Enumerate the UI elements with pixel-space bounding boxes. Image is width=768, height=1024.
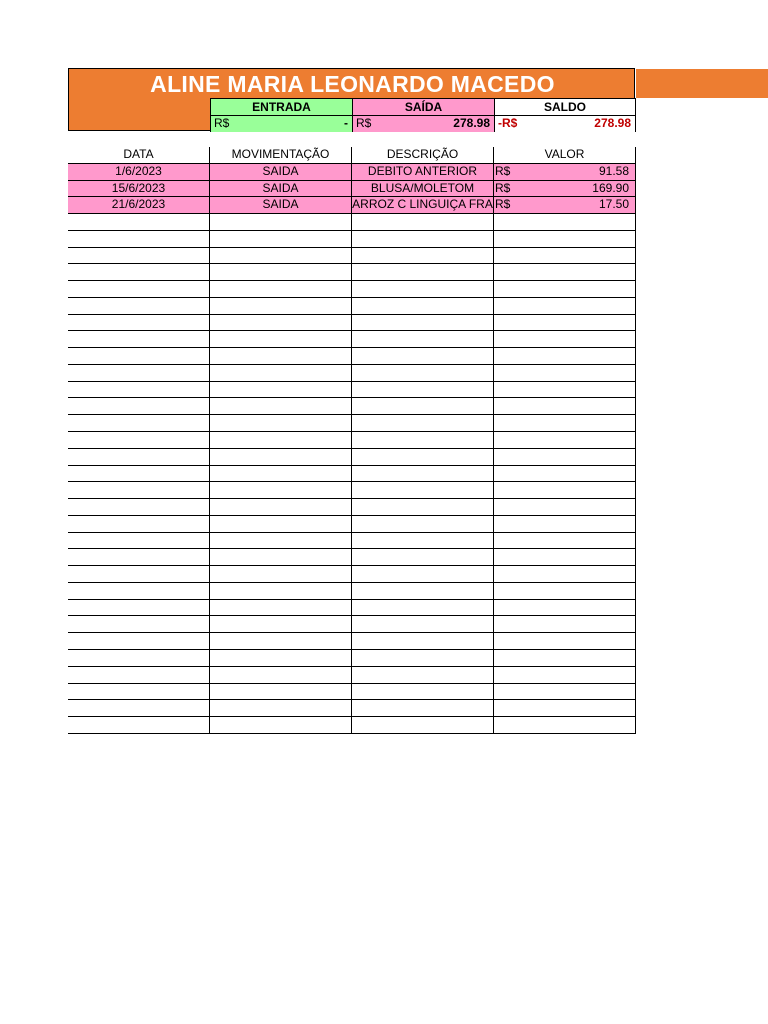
empty-cell[interactable] [210, 684, 352, 700]
empty-cell[interactable] [68, 600, 210, 616]
movimentacao-cell[interactable]: SAIDA [210, 181, 352, 197]
entrada-total-cell[interactable] [210, 115, 353, 132]
empty-cell[interactable] [210, 449, 352, 465]
valor-cell[interactable] [494, 164, 636, 180]
empty-cell[interactable] [210, 281, 352, 297]
empty-table-row [68, 684, 636, 701]
empty-cell[interactable] [494, 248, 636, 264]
empty-cell[interactable] [68, 214, 210, 230]
empty-table-row [68, 398, 636, 415]
valor-amount: 169.90 [592, 180, 629, 195]
empty-cell[interactable] [210, 415, 352, 431]
empty-cell[interactable] [210, 214, 352, 230]
empty-cell[interactable] [352, 432, 494, 448]
saldo-header[interactable]: SALDO [494, 98, 636, 115]
empty-table-row [68, 667, 636, 684]
empty-cell[interactable] [68, 348, 210, 364]
empty-cell[interactable] [352, 331, 494, 347]
empty-cell[interactable] [68, 449, 210, 465]
empty-cell[interactable] [352, 650, 494, 666]
empty-cell[interactable] [210, 231, 352, 247]
empty-table-row [68, 231, 636, 248]
saida-total-value: 278.98 [453, 116, 490, 130]
empty-table-row [68, 331, 636, 348]
empty-cell[interactable] [210, 315, 352, 331]
empty-cell[interactable] [352, 566, 494, 582]
empty-table-row [68, 482, 636, 499]
empty-cell[interactable] [68, 315, 210, 331]
ledger-table [68, 147, 636, 734]
empty-table-row [68, 499, 636, 516]
empty-cell[interactable] [68, 264, 210, 280]
empty-cell[interactable] [210, 600, 352, 616]
empty-cell[interactable] [494, 365, 636, 381]
empty-cell[interactable] [494, 717, 636, 733]
data-cell[interactable]: 15/6/2023 [68, 181, 210, 197]
empty-cell[interactable] [68, 331, 210, 347]
empty-cell[interactable] [494, 214, 636, 230]
empty-cell[interactable] [210, 264, 352, 280]
empty-cell[interactable] [494, 583, 636, 599]
empty-cell[interactable] [68, 365, 210, 381]
empty-cell[interactable] [494, 231, 636, 247]
empty-cell[interactable] [210, 700, 352, 716]
empty-cell[interactable] [352, 398, 494, 414]
empty-cell[interactable] [210, 667, 352, 683]
empty-cell[interactable] [68, 499, 210, 515]
empty-cell[interactable] [352, 449, 494, 465]
summary-block [68, 68, 635, 131]
empty-cell[interactable] [494, 650, 636, 666]
empty-cell[interactable] [494, 700, 636, 716]
empty-cell[interactable] [210, 616, 352, 632]
empty-cell[interactable] [68, 248, 210, 264]
descricao-cell[interactable]: BLUSA/MOLETOM [352, 181, 494, 197]
empty-cell[interactable] [68, 298, 210, 314]
table-row [68, 164, 636, 181]
header-valor[interactable]: VALOR [494, 147, 636, 163]
data-cell[interactable]: 21/6/2023 [68, 197, 210, 213]
empty-cell[interactable] [494, 382, 636, 398]
empty-cell[interactable] [210, 650, 352, 666]
descricao-cell[interactable]: DEBITO ANTERIOR [352, 164, 494, 180]
entrada-header[interactable]: ENTRADA [210, 98, 353, 115]
ledger-header-row [68, 147, 636, 164]
empty-cell[interactable] [352, 533, 494, 549]
saldo-total-value: 278.98 [594, 116, 631, 130]
empty-cell[interactable] [352, 248, 494, 264]
empty-cell[interactable] [494, 633, 636, 649]
empty-cell[interactable] [494, 264, 636, 280]
empty-cell[interactable] [68, 616, 210, 632]
empty-cell[interactable] [494, 466, 636, 482]
empty-cell[interactable] [68, 398, 210, 414]
empty-cell[interactable] [210, 482, 352, 498]
empty-cell[interactable] [352, 700, 494, 716]
empty-cell[interactable] [210, 549, 352, 565]
empty-cell[interactable] [68, 516, 210, 532]
empty-cell[interactable] [68, 432, 210, 448]
empty-cell[interactable] [494, 415, 636, 431]
sheet-title[interactable]: ALINE MARIA LEONARDO MACEDO [150, 71, 555, 97]
empty-cell[interactable] [210, 248, 352, 264]
empty-cell[interactable] [352, 382, 494, 398]
empty-table-row [68, 214, 636, 231]
empty-table-row [68, 298, 636, 315]
empty-cell[interactable] [352, 583, 494, 599]
empty-cell[interactable] [352, 616, 494, 632]
empty-cell[interactable] [210, 331, 352, 347]
empty-cell[interactable] [210, 298, 352, 314]
empty-cell[interactable] [210, 382, 352, 398]
empty-cell[interactable] [68, 415, 210, 431]
empty-cell[interactable] [68, 281, 210, 297]
empty-table-row [68, 533, 636, 550]
empty-cell[interactable] [352, 298, 494, 314]
empty-cell[interactable] [68, 684, 210, 700]
empty-cell[interactable] [494, 667, 636, 683]
empty-cell[interactable] [68, 566, 210, 582]
empty-cell[interactable] [210, 633, 352, 649]
descricao-cell[interactable]: ARROZ C LINGUIÇA FRA [352, 197, 493, 212]
empty-cell[interactable] [210, 533, 352, 549]
empty-cell[interactable] [494, 616, 636, 632]
movimentacao-cell[interactable]: SAIDA [210, 197, 352, 213]
empty-cell[interactable] [210, 516, 352, 532]
empty-table-row [68, 382, 636, 399]
empty-cell[interactable] [494, 348, 636, 364]
data-cell[interactable]: 1/6/2023 [68, 164, 210, 180]
empty-cell[interactable] [494, 449, 636, 465]
empty-cell[interactable] [210, 566, 352, 582]
empty-table-row [68, 315, 636, 332]
empty-table-row [68, 616, 636, 633]
empty-table-row [68, 700, 636, 717]
header-movimentacao[interactable]: MOVIMENTAÇÃO [210, 147, 352, 163]
empty-table-row [68, 549, 636, 566]
empty-cell[interactable] [494, 281, 636, 297]
empty-table-row [68, 516, 636, 533]
empty-cell[interactable] [494, 516, 636, 532]
empty-cell[interactable] [210, 432, 352, 448]
title-banner-extension [636, 69, 768, 98]
empty-cell[interactable] [352, 633, 494, 649]
saldo-currency: -R$ [498, 116, 518, 130]
table-row [68, 181, 636, 198]
empty-cell[interactable] [494, 482, 636, 498]
empty-cell[interactable] [352, 717, 494, 733]
header-descricao[interactable]: DESCRIÇÃO [352, 147, 494, 163]
empty-cell[interactable] [210, 499, 352, 515]
empty-cell[interactable] [352, 684, 494, 700]
table-row [68, 197, 636, 214]
empty-cell[interactable] [494, 398, 636, 414]
entrada-total-value: - [344, 116, 348, 130]
empty-cell[interactable] [352, 365, 494, 381]
empty-cell[interactable] [68, 533, 210, 549]
empty-cell[interactable] [210, 717, 352, 733]
empty-cell[interactable] [352, 214, 494, 230]
empty-table-row [68, 583, 636, 600]
empty-cell[interactable] [494, 432, 636, 448]
empty-table-row [68, 449, 636, 466]
saida-currency: R$ [356, 116, 372, 130]
empty-table-row [68, 415, 636, 432]
empty-cell[interactable] [68, 633, 210, 649]
empty-cell[interactable] [68, 667, 210, 683]
empty-cell[interactable] [352, 231, 494, 247]
empty-table-row [68, 717, 636, 734]
empty-cell[interactable] [352, 667, 494, 683]
empty-table-row [68, 264, 636, 281]
empty-cell[interactable] [352, 482, 494, 498]
empty-cell[interactable] [352, 315, 494, 331]
empty-cell[interactable] [68, 717, 210, 733]
empty-cell[interactable] [494, 600, 636, 616]
header-data[interactable]: DATA [68, 147, 210, 163]
empty-cell[interactable] [352, 600, 494, 616]
valor-amount: 17.50 [598, 197, 629, 212]
empty-cell[interactable] [494, 315, 636, 331]
empty-table-row [68, 365, 636, 382]
empty-table-row [68, 633, 636, 650]
entrada-currency: R$ [214, 116, 230, 130]
empty-cell[interactable] [494, 533, 636, 549]
empty-cell[interactable] [494, 298, 636, 314]
empty-table-row [68, 432, 636, 449]
saldo-total-cell[interactable] [494, 115, 636, 132]
empty-cell[interactable] [210, 365, 352, 381]
empty-cell[interactable] [352, 516, 494, 532]
empty-cell[interactable] [210, 466, 352, 482]
empty-cell[interactable] [494, 684, 636, 700]
empty-cell[interactable] [68, 549, 210, 565]
empty-table-row [68, 281, 636, 298]
valor-cell[interactable] [494, 181, 636, 197]
empty-cell[interactable] [68, 466, 210, 482]
empty-cell[interactable] [352, 281, 494, 297]
empty-table-row [68, 600, 636, 617]
valor-currency: R$ [495, 163, 511, 178]
empty-cell[interactable] [494, 566, 636, 582]
empty-cell[interactable] [210, 583, 352, 599]
movimentacao-cell[interactable]: SAIDA [210, 164, 352, 180]
empty-cell[interactable] [494, 499, 636, 515]
empty-cell[interactable] [494, 331, 636, 347]
saida-total-cell[interactable] [352, 115, 495, 132]
empty-table-row [68, 466, 636, 483]
empty-table-row [68, 348, 636, 365]
empty-cell[interactable] [352, 499, 494, 515]
empty-cell[interactable] [68, 583, 210, 599]
empty-cell[interactable] [68, 231, 210, 247]
valor-amount: 91.58 [598, 163, 629, 178]
empty-table-row [68, 566, 636, 583]
empty-cell[interactable] [352, 549, 494, 565]
empty-cell[interactable] [68, 382, 210, 398]
empty-table-row [68, 248, 636, 265]
empty-cell[interactable] [352, 415, 494, 431]
saida-header[interactable]: SAÍDA [352, 98, 495, 115]
empty-cell[interactable] [494, 549, 636, 565]
empty-cell[interactable] [210, 348, 352, 364]
empty-cell[interactable] [68, 482, 210, 498]
empty-cell[interactable] [68, 650, 210, 666]
empty-table-row [68, 650, 636, 667]
valor-currency: R$ [495, 197, 511, 212]
empty-cell[interactable] [68, 700, 210, 716]
empty-cell[interactable] [352, 348, 494, 364]
empty-cell[interactable] [352, 264, 494, 280]
valor-currency: R$ [495, 180, 511, 195]
empty-cell[interactable] [352, 466, 494, 482]
valor-cell[interactable] [494, 197, 636, 213]
empty-cell[interactable] [210, 398, 352, 414]
